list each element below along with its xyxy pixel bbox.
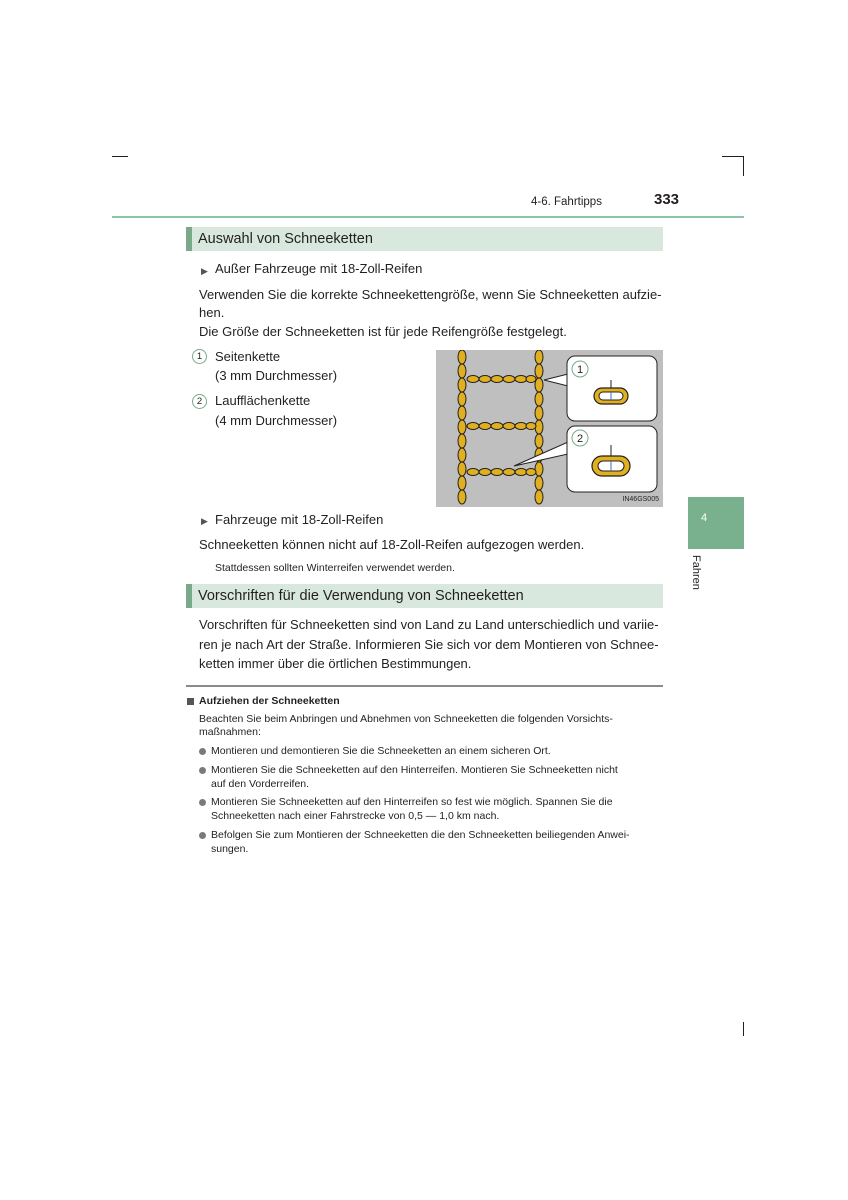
section-heading-regulations: Vorschriften für die Verwendung von Schneeketten bbox=[186, 584, 663, 608]
bullet-dot-icon bbox=[199, 767, 206, 774]
paragraph-line: hen. bbox=[199, 305, 225, 320]
note-text: Stattdessen sollten Winterreifen verwendet werden. bbox=[215, 562, 455, 574]
list-item: Montieren und demontieren Sie die Schneeketten an einem sicheren Ort. bbox=[211, 745, 551, 757]
triangle-bullet-icon: ▶ bbox=[201, 516, 208, 526]
triangle-bullet-icon: ▶ bbox=[201, 266, 208, 276]
chapter-number: 4 bbox=[701, 512, 708, 524]
paragraph-line: Schneeketten können nicht auf 18-Zoll-Reifen aufgezogen werden. bbox=[199, 537, 585, 552]
snow-chain-illustration bbox=[436, 350, 663, 507]
crop-mark bbox=[743, 156, 744, 176]
paragraph-line: maßnahmen: bbox=[199, 726, 261, 738]
paragraph-line: Verwenden Sie die korrekte Schneekettengröße, wenn Sie Schneeketten aufzie- bbox=[199, 287, 662, 302]
paragraph-line: Die Größe der Schneeketten ist für jede Reifengröße festgelegt. bbox=[199, 324, 567, 339]
chapter-tab[interactable] bbox=[688, 497, 744, 549]
list-item: sungen. bbox=[211, 843, 249, 855]
chapter-label: Fahren bbox=[690, 555, 702, 590]
paragraph-line: ketten immer über die örtlichen Bestimmungen. bbox=[199, 656, 472, 671]
list-item: auf den Vorderreifen. bbox=[211, 778, 310, 790]
paragraph-line: Beachten Sie beim Anbringen und Abnehmen von Schneeketten die folgenden Vorsichts- bbox=[199, 713, 613, 725]
square-bullet-icon bbox=[187, 698, 194, 705]
figure-code: IN46GS005 bbox=[622, 496, 659, 503]
list-item: Montieren Sie Schneeketten auf den Hinterreifen so fest wie möglich. Spannen Sie die bbox=[211, 796, 613, 808]
figure-callout-2: 2 bbox=[576, 433, 584, 445]
header-rule bbox=[112, 216, 744, 218]
callout-number-1: 1 bbox=[192, 349, 207, 364]
item-tread-chain-diameter: (4 mm Durchmesser) bbox=[215, 413, 338, 428]
crop-mark bbox=[722, 156, 744, 157]
paragraph-line: Vorschriften für Schneeketten sind von Land zu Land unterschiedlich und variie- bbox=[199, 617, 659, 632]
list-item: Schneeketten nach einer Fahrstrecke von 0,5 — 1,0 km nach. bbox=[211, 810, 500, 822]
bullet-dot-icon bbox=[199, 832, 206, 839]
paragraph-line: ren je nach Art der Straße. Informieren Sie sich vor dem Montieren von Schnee- bbox=[199, 637, 659, 652]
item-side-chain-diameter: (3 mm Durchmesser) bbox=[215, 368, 338, 383]
crop-mark bbox=[743, 1022, 744, 1036]
item-side-chain: Seitenkette bbox=[215, 349, 281, 364]
bullet-dot-icon bbox=[199, 748, 206, 755]
subheading-non-18-inch: Außer Fahrzeuge mit 18-Zoll-Reifen bbox=[215, 261, 423, 276]
page-number: 333 bbox=[654, 191, 680, 208]
item-tread-chain: Laufflächenkette bbox=[215, 393, 311, 408]
section-heading-chain-selection: Auswahl von Schneeketten bbox=[186, 227, 663, 251]
subheading-18-inch: Fahrzeuge mit 18-Zoll-Reifen bbox=[215, 512, 384, 527]
list-item: Befolgen Sie zum Montieren der Schneeketten die den Schneeketten beiliegenden Anwei- bbox=[211, 829, 630, 841]
callout-number-2: 2 bbox=[192, 394, 207, 409]
subsection-heading-fitting: Aufziehen der Schneeketten bbox=[199, 695, 340, 707]
crop-mark bbox=[112, 156, 128, 157]
list-item: Montieren Sie die Schneeketten auf den Hinterreifen. Montieren Sie Schneeketten nicht bbox=[211, 764, 618, 776]
running-header-section: 4-6. Fahrtipps bbox=[531, 196, 602, 208]
section-divider bbox=[186, 685, 663, 687]
bullet-dot-icon bbox=[199, 799, 206, 806]
figure-callout-1: 1 bbox=[576, 364, 584, 376]
